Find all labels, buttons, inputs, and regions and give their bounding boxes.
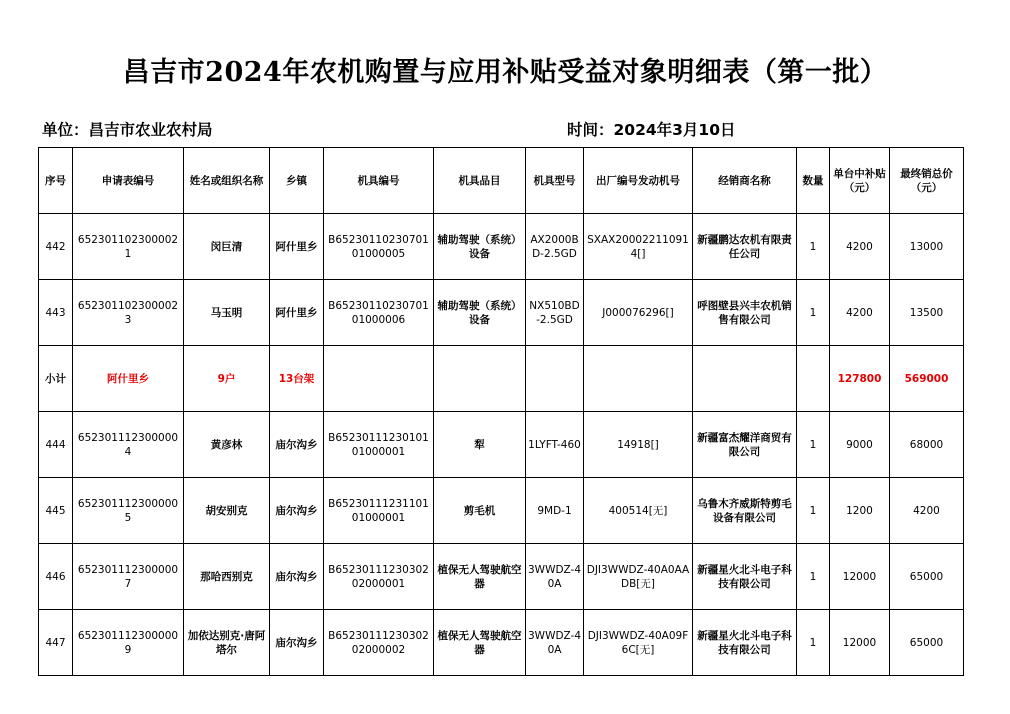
header-seq: 序号: [39, 148, 73, 214]
subtotal-price: 569000: [890, 346, 964, 412]
header-subsidy: 单台中补贴（元）: [830, 148, 890, 214]
cell-name: 马玉明: [184, 280, 270, 346]
cell-subsidy: 9000: [830, 412, 890, 478]
cell-app-no: 6523011123000009: [73, 610, 184, 676]
header-row: [39, 148, 964, 214]
cell-item: 植保无人驾驶航空器: [434, 544, 526, 610]
subtotal-households: 9户: [184, 346, 270, 412]
date-label: 时间：2024年3月10日: [567, 121, 736, 139]
cell-qty: 1: [797, 280, 830, 346]
cell-subsidy: 12000: [830, 610, 890, 676]
cell-model: NX510BD-2.5GD: [526, 280, 584, 346]
cell-seq: 446: [39, 544, 73, 610]
cell-seq: 442: [39, 214, 73, 280]
empty-cell: [797, 346, 830, 412]
cell-subsidy: 4200: [830, 280, 890, 346]
cell-dealer: 乌鲁木齐威斯特剪毛设备有限公司: [693, 478, 797, 544]
cell-machine-no: B6523011123030202000001: [324, 544, 434, 610]
table-row: [39, 412, 964, 478]
cell-engine-no: 400514[无]: [584, 478, 693, 544]
document-title: 昌吉市2024年农机购置与应用补贴受益对象明细表（第一批）: [122, 57, 888, 88]
cell-app-no: 6523011023000021: [73, 214, 184, 280]
cell-dealer: 新疆鹏达农机有限责任公司: [693, 214, 797, 280]
subtotal-town: 阿什里乡: [73, 346, 184, 412]
header-qty: 数量: [797, 148, 830, 214]
table-row: [39, 610, 964, 676]
cell-model: 9MD-1: [526, 478, 584, 544]
cell-model: 3WWDZ-40A: [526, 610, 584, 676]
cell-subsidy: 12000: [830, 544, 890, 610]
cell-app-no: 6523011123000007: [73, 544, 184, 610]
header-machine-no: 机具编号: [324, 148, 434, 214]
cell-qty: 1: [797, 412, 830, 478]
unit-label: 单位：昌吉市农业农村局: [42, 121, 213, 139]
cell-machine-no: B6523011023070101000005: [324, 214, 434, 280]
cell-seq: 444: [39, 412, 73, 478]
header-dealer: 经销商名称: [693, 148, 797, 214]
cell-engine-no: DJI3WWDZ-40A09F6C[无]: [584, 610, 693, 676]
empty-cell: [434, 346, 526, 412]
cell-town: 阿什里乡: [270, 280, 324, 346]
table-row: [39, 280, 964, 346]
empty-cell: [324, 346, 434, 412]
empty-cell: [584, 346, 693, 412]
cell-name: 加依达别克·唐阿塔尔: [184, 610, 270, 676]
cell-model: 3WWDZ-40A: [526, 544, 584, 610]
cell-town: 庙尔沟乡: [270, 610, 324, 676]
cell-machine-no: B6523011123030202000002: [324, 610, 434, 676]
cell-engine-no: SXAX200022110914[]: [584, 214, 693, 280]
cell-dealer: 新疆富杰耀洋商贸有限公司: [693, 412, 797, 478]
cell-name: 闵巨清: [184, 214, 270, 280]
cell-price: 65000: [890, 610, 964, 676]
cell-app-no: 6523011023000023: [73, 280, 184, 346]
cell-dealer: 新疆星火北斗电子科技有限公司: [693, 544, 797, 610]
header-app-no: 申请表编号: [73, 148, 184, 214]
header-price: 最终销总价（元）: [890, 148, 964, 214]
cell-town: 庙尔沟乡: [270, 544, 324, 610]
cell-item: 植保无人驾驶航空器: [434, 610, 526, 676]
cell-item: 辅助驾驶（系统）设备: [434, 280, 526, 346]
cell-app-no: 6523011123000005: [73, 478, 184, 544]
cell-price: 4200: [890, 478, 964, 544]
cell-seq: 445: [39, 478, 73, 544]
table-row: [39, 544, 964, 610]
cell-model: AX2000BD-2.5GD: [526, 214, 584, 280]
cell-price: 13500: [890, 280, 964, 346]
header-model: 机具型号: [526, 148, 584, 214]
cell-machine-no: B6523011023070101000006: [324, 280, 434, 346]
cell-machine-no: B6523011123110101000001: [324, 478, 434, 544]
subtotal-label: 小计: [39, 346, 73, 412]
cell-seq: 447: [39, 610, 73, 676]
cell-price: 13000: [890, 214, 964, 280]
cell-subsidy: 4200: [830, 214, 890, 280]
header-town: 乡镇: [270, 148, 324, 214]
cell-town: 阿什里乡: [270, 214, 324, 280]
header-name: 姓名或组织名称: [184, 148, 270, 214]
cell-machine-no: B6523011123010101000001: [324, 412, 434, 478]
cell-engine-no: DJI3WWDZ-40A0AADB[无]: [584, 544, 693, 610]
table-row: [39, 478, 964, 544]
cell-name: 那哈西别克: [184, 544, 270, 610]
cell-subsidy: 1200: [830, 478, 890, 544]
empty-cell: [526, 346, 584, 412]
subtotal-row: [39, 346, 964, 412]
subtotal-units: 13台架: [270, 346, 324, 412]
cell-item: 剪毛机: [434, 478, 526, 544]
header-engine-no: 出厂编号发动机号: [584, 148, 693, 214]
cell-seq: 443: [39, 280, 73, 346]
cell-engine-no: J000076296[]: [584, 280, 693, 346]
cell-price: 65000: [890, 544, 964, 610]
cell-model: 1LYFT-460: [526, 412, 584, 478]
cell-price: 68000: [890, 412, 964, 478]
cell-qty: 1: [797, 478, 830, 544]
subtotal-subsidy: 127800: [830, 346, 890, 412]
table-row: [39, 214, 964, 280]
empty-cell: [693, 346, 797, 412]
cell-qty: 1: [797, 544, 830, 610]
cell-qty: 1: [797, 214, 830, 280]
cell-qty: 1: [797, 610, 830, 676]
header-item: 机具品目: [434, 148, 526, 214]
cell-town: 庙尔沟乡: [270, 412, 324, 478]
cell-town: 庙尔沟乡: [270, 478, 324, 544]
cell-item: 犁: [434, 412, 526, 478]
beneficiary-table: [38, 147, 964, 676]
cell-name: 胡安别克: [184, 478, 270, 544]
cell-name: 黄彦林: [184, 412, 270, 478]
cell-engine-no: 14918[]: [584, 412, 693, 478]
cell-app-no: 6523011123000004: [73, 412, 184, 478]
cell-dealer: 新疆星火北斗电子科技有限公司: [693, 610, 797, 676]
cell-item: 辅助驾驶（系统）设备: [434, 214, 526, 280]
cell-dealer: 呼图壁县兴丰农机销售有限公司: [693, 280, 797, 346]
